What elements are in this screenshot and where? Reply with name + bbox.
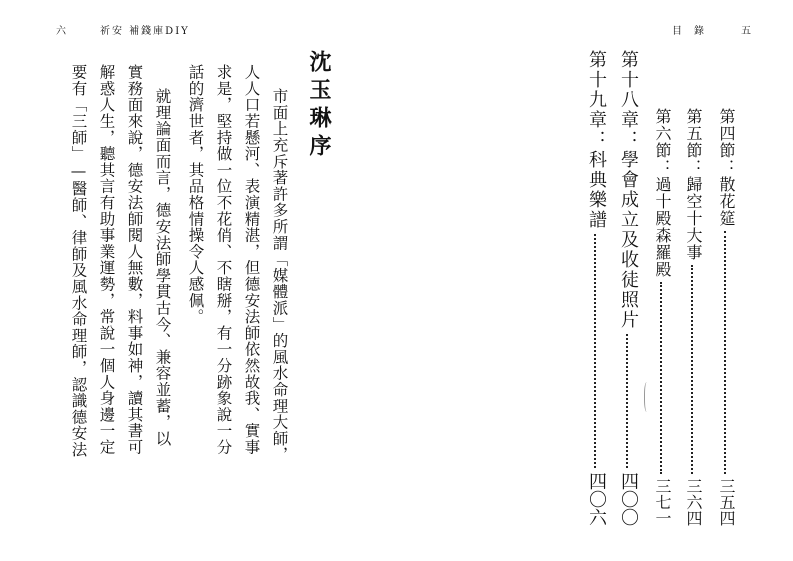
- toc-entry-page: 三五四: [717, 478, 736, 526]
- toc-entry-title: 第五節：歸空十大事: [684, 108, 703, 261]
- left-running-title: 祈安 補錢庫DIY: [100, 26, 190, 37]
- preface-column-1: 市面上充斥著許多所謂「媒體派」的風水命理大師，: [270, 88, 289, 463]
- right-page-number: 五: [741, 26, 752, 37]
- toc-entry-page: 三七一: [653, 478, 672, 526]
- preface-column-3: 求是，堅持做一位不花俏、不瞎掰，有一分跡象說一分: [214, 64, 233, 456]
- preface-title: 沈玉琳序: [306, 50, 332, 162]
- preface-column-5: 就理論面而言，德安法師學貫古今、兼容並蓄，以: [153, 88, 172, 447]
- toc-entry-title: 第四節：散花筵: [717, 108, 736, 227]
- preface-column-2: 人人口若懸河、表演精湛，但德安法師依然故我、實事: [242, 64, 261, 456]
- toc-leader: [724, 231, 728, 474]
- toc-entry-page: 三六四: [684, 478, 703, 526]
- toc-leader: [626, 334, 630, 468]
- toc-entry-title: 第十九章：科典樂譜: [586, 50, 607, 230]
- toc-leader: [691, 265, 695, 474]
- left-page: [0, 0, 396, 561]
- toc-entry[interactable]: [584, 50, 608, 526]
- toc-entry[interactable]: [650, 108, 674, 526]
- toc-entry-page: 四〇〇: [618, 472, 639, 526]
- toc-entry[interactable]: [616, 50, 640, 526]
- preface-column-7: 解惑人生，聽其言有助事業運勢，常說一個人身邊一定: [97, 64, 116, 456]
- toc-entry[interactable]: [714, 108, 738, 526]
- toc-entry-title: 第十八章：學會成立及收徒照片: [618, 50, 639, 330]
- toc-entry-page: 四〇六: [586, 472, 607, 526]
- preface-column-8: 要有「三師」—醫師、律師及風水命理師，認識德安法: [69, 64, 88, 458]
- preface-column-4: 話的濟世者，其品格情操令人感佩。: [186, 64, 205, 325]
- left-page-number: 六: [56, 26, 67, 37]
- toc-entry-title: 第六節：過十殿森羅殿: [653, 108, 672, 278]
- right-page: [396, 0, 793, 561]
- scan-mark: [644, 382, 651, 412]
- toc-leader: [594, 234, 598, 468]
- toc-entry[interactable]: [681, 108, 705, 526]
- toc-leader: [660, 282, 664, 474]
- preface-column-6: 實務面來說，德安法師閱人無數，料事如神，讀其書可: [125, 64, 144, 456]
- right-running-title: 目錄: [672, 26, 716, 37]
